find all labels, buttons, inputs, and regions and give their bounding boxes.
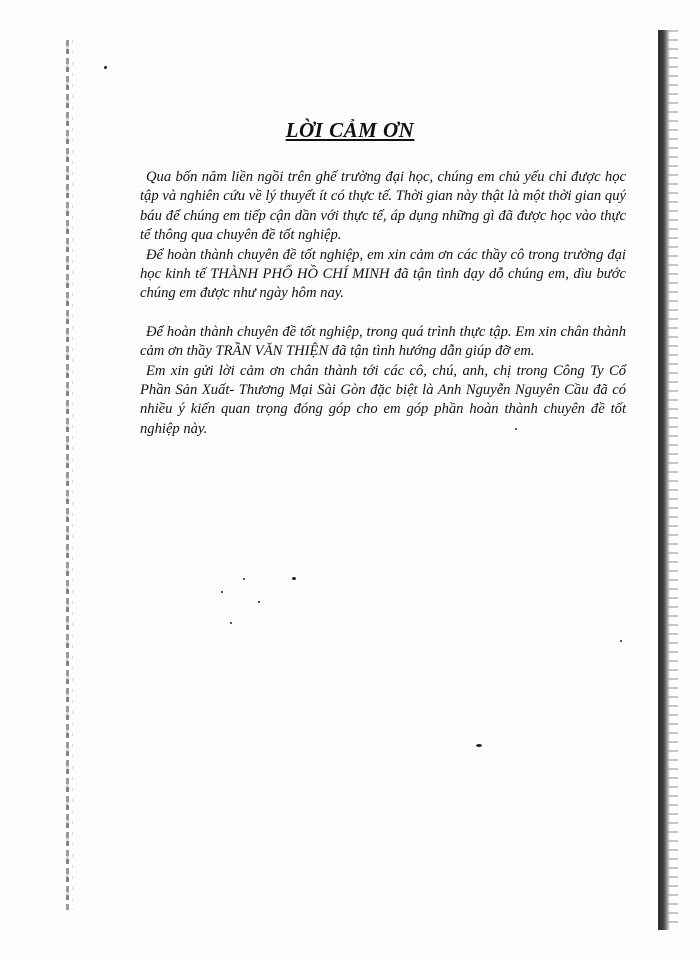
scan-speck: [230, 622, 232, 624]
scan-speck: [243, 578, 245, 580]
scan-speck: [292, 577, 296, 580]
scan-edge-left-shadow: [72, 40, 73, 910]
scan-edge-left: [66, 40, 69, 910]
paragraph-teachers: Để hoàn thành chuyên đề tốt nghiệp, em xin cảm ơn các thầy cô trong trường đại học kinh tế THÀNH PHỐ HỒ CHÍ MINH đã tận tình dạy dỗ chúng em, dìu bước chúng em được như ngày hôm nay.: [140, 246, 626, 302]
paragraph-company: Em xin gửi lời cảm ơn chân thành tới các cô, chú, anh, chị trong Công Ty Cổ Phần Sản Xuất- Thương Mại Sài Gòn đặc biệt là Anh Nguyễn Nguyên Cầu đã có nhiều ý kiến quan trọng đóng góp cho em góp phần hoàn thành chuyên đề tốt nghiệp này.: [140, 362, 626, 437]
scan-speck: [258, 601, 260, 603]
scan-speck: [221, 591, 223, 593]
page-title: LỜI CẢM ƠN: [285, 118, 415, 142]
scan-edge-right-specks: [668, 30, 678, 930]
scan-speck: [104, 66, 107, 69]
paragraph-advisor: Để hoàn thành chuyên đề tốt nghiệp, trong quá trình thực tập. Em xin chân thành cảm ơn thầy TRẦN VĂN THIỆN đã tận tình hướng dẫn giúp đỡ em.: [140, 323, 626, 360]
scan-speck: [476, 744, 482, 747]
scan-speck: [620, 640, 622, 642]
paragraph-intro: Qua bốn năm liền ngồi trên ghế trường đại học, chúng em chủ yếu chỉ được học tập và nghiên cứu về lý thuyết ít có thực tế. Thời gian này thật là một thời gian quý báu để chúng em tiếp cận dần với thực tế, áp dụng những gì đã được học vào thực tế thông qua chuyên đề tốt nghiệp.: [140, 169, 626, 244]
body-text: [140, 168, 626, 439]
